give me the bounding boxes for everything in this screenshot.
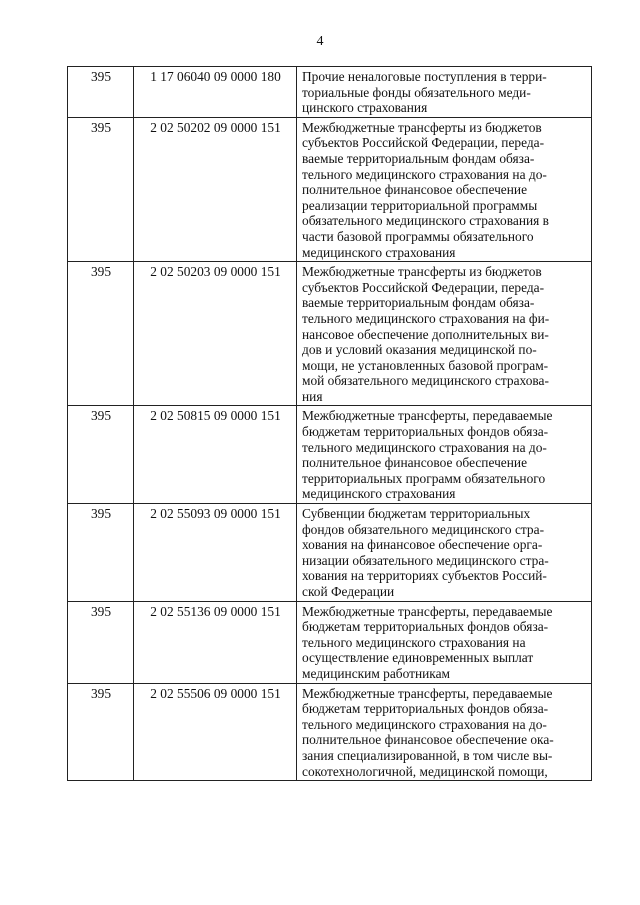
budget-code-cell: 2 02 50815 09 0000 151 — [134, 406, 297, 504]
admin-code-cell: 395 — [68, 406, 134, 504]
revenue-name-cell — [297, 504, 592, 602]
revenue-name-line: низации обязательного медицинского стра- — [302, 552, 549, 568]
revenue-name-line: тельного медицинского страхования на до- — [302, 716, 547, 732]
revenue-name-line: Межбюджетные трансферты, передаваемые — [302, 408, 553, 424]
revenue-name-line: мой обязательного медицинского страхова- — [302, 373, 549, 389]
page-number: 4 — [316, 34, 324, 49]
revenue-name-cell — [297, 683, 592, 781]
revenue-name-line: ния — [302, 388, 323, 404]
revenue-name-cell — [297, 117, 592, 261]
revenue-name-line: бюджетам территориальных фондов обяза- — [302, 701, 549, 717]
table-row — [68, 683, 592, 781]
budget-code-cell: 2 02 55136 09 0000 151 — [134, 601, 297, 683]
revenue-name-cell — [297, 67, 592, 118]
revenue-name-line: ваемые территориальным фондам обяза- — [302, 295, 535, 311]
admin-code-cell: 395 — [68, 683, 134, 781]
revenue-name-cell — [297, 406, 592, 504]
revenue-name-line: Межбюджетные трансферты из бюджетов — [302, 119, 542, 135]
revenue-name-line: бюджетам территориальных фондов обяза- — [302, 619, 549, 635]
revenue-name-line: зания специализированной, в том числе вы- — [302, 747, 553, 763]
revenue-name-cell — [297, 262, 592, 406]
revenue-name-line: полнительное финансовое обеспечение ока- — [302, 732, 554, 748]
table-row — [68, 262, 592, 406]
revenue-name-line: субъектов Российской Федерации, переда- — [302, 279, 545, 295]
table-row — [68, 406, 592, 504]
revenue-name-line: нансовое обеспечение дополнительных ви- — [302, 326, 549, 342]
admin-code-cell: 395 — [68, 601, 134, 683]
revenue-name-line: Субвенции бюджетам территориальных — [302, 506, 531, 522]
table-row — [68, 504, 592, 602]
revenue-name-line: мощи, не установленных базовой програм- — [302, 357, 549, 373]
revenue-name-line: тельного медицинского страхования на до- — [302, 166, 547, 182]
revenue-name-line: реализации территориальной программы — [302, 197, 538, 213]
revenue-name-line: субъектов Российской Федерации, переда- — [302, 135, 545, 151]
revenue-name-line: хования на финансовое обеспечение орга- — [302, 537, 543, 553]
budget-code-cell: 2 02 55093 09 0000 151 — [134, 504, 297, 602]
budget-code-cell: 2 02 55506 09 0000 151 — [134, 683, 297, 781]
revenue-name-line: территориальных программ обязательного — [302, 470, 546, 486]
revenue-name-line: хования на территориях субъектов Россий- — [302, 568, 547, 584]
revenue-name-line: дов и условий оказания медицинской по- — [302, 342, 537, 358]
revenue-name-line: Межбюджетные трансферты из бюджетов — [302, 264, 542, 280]
revenue-name-line: Межбюджетные трансферты, передаваемые — [302, 603, 553, 619]
budget-code-cell: 1 17 06040 09 0000 180 — [134, 67, 297, 118]
revenue-name-line: медицинским работникам — [302, 665, 451, 681]
revenue-name-line: фондов обязательного медицинского стра- — [302, 521, 545, 537]
table-row — [68, 117, 592, 261]
revenue-name-line: ториальные фонды обязательного меди- — [302, 84, 531, 100]
admin-code-cell: 395 — [68, 504, 134, 602]
revenue-name-line: цинского страхования — [302, 100, 428, 116]
revenue-name-line: тельного медицинского страхования на — [302, 634, 526, 650]
revenue-name-line: тельного медицинского страхования на до- — [302, 439, 547, 455]
revenue-name-line: ской Федерации — [302, 584, 395, 599]
revenue-name-line: полнительное финансовое обеспечение — [302, 182, 528, 198]
admin-code-cell: 395 — [68, 67, 134, 118]
revenue-name-line: осуществление единовременных выплат — [302, 650, 534, 666]
revenue-name-line: медицинского страхования — [302, 486, 456, 502]
budget-code-cell: 2 02 50203 09 0000 151 — [134, 262, 297, 406]
admin-code-cell: 395 — [68, 262, 134, 406]
table-row — [68, 601, 592, 683]
revenue-name-line: части базовой программы обязательного — [302, 228, 534, 244]
revenue-name-line: обязательного медицинского страхования в — [302, 213, 549, 229]
revenue-name-line: полнительное финансовое обеспечение — [302, 455, 528, 471]
budget-codes-table — [67, 66, 592, 781]
admin-code-cell: 395 — [68, 117, 134, 261]
table-row — [68, 67, 592, 118]
revenue-name-line: медицинского страхования — [302, 244, 456, 260]
revenue-name-line: Межбюджетные трансферты, передаваемые — [302, 685, 553, 701]
revenue-name-cell — [297, 601, 592, 683]
revenue-name-line: тельного медицинского страхования на фи- — [302, 310, 550, 326]
revenue-name-line: сокотехнологичной, медицинской помощи, — [302, 763, 548, 779]
revenue-name-line: бюджетам территориальных фондов обяза- — [302, 424, 549, 440]
table-body — [68, 67, 592, 781]
revenue-name-line: ваемые территориальным фондам обяза- — [302, 150, 535, 166]
budget-code-cell: 2 02 50202 09 0000 151 — [134, 117, 297, 261]
revenue-name-line: Прочие неналоговые поступления в терри- — [302, 69, 547, 84]
